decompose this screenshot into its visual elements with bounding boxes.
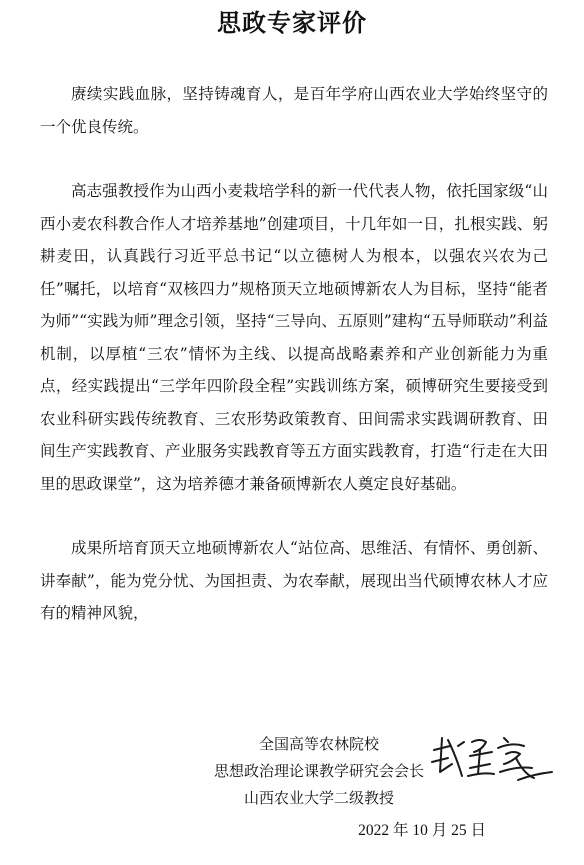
signature-line-position: 思想政治理论课教学研究会会长 (213, 762, 424, 780)
handwritten-signature (428, 728, 556, 788)
document-date: 2022 年 10 月 25 日 (358, 822, 486, 839)
document-title: 思政专家评价 (217, 9, 367, 37)
signature-line-organization: 全国高等农林院校 (258, 735, 379, 753)
paragraph-1: 赓续实践血脉，坚持铸魂育人，是百年学府山西农业大学始终坚守的一个优良传统。 (40, 85, 548, 136)
signature-block (214, 731, 424, 812)
signature-line-title: 山西农业大学二级教授 (243, 789, 394, 807)
paragraph-3: 成果所培育顶天立地硕博新农人“站位高、思维活、有情怀、勇创新、讲奉献”，能为党分忧、为国担责、为农奉献，展现出当代硕博农林人才应有的精神风貌， (40, 539, 548, 622)
paragraph-2: 高志强教授作为山西小麦栽培学科的新一代代表人物，依托国家级“山西小麦农科教合作人才培养基地”创建项目，十几年如一日，扎根实践、躬耕麦田，认真践行习近平总书记“以立德树人为根本，以强农兴农为己任”嘱托，以培育“双核四力”规格顶天立地硕博新农人为目标，坚持“能者为师”“实践为师”理念引领，坚持“三导向、五原则”建构“五导师联动”利益机制，以厚植“三农”情怀为主线、以提高战略素养和产业创新能力为重点，经实践提出“三学年四阶段全程”实践训练方案，硕博研究生要接受到农业科研实践传统教育、三农形势政策教育、田间需求实践调研教育、田间生产实践教育、产业服务实践教育等五方面实践教育，打造“行走在大田里的思政课堂”，这为培养德才兼备硕博新农人奠定良好基础。 (40, 182, 548, 493)
document-body (40, 78, 548, 662)
